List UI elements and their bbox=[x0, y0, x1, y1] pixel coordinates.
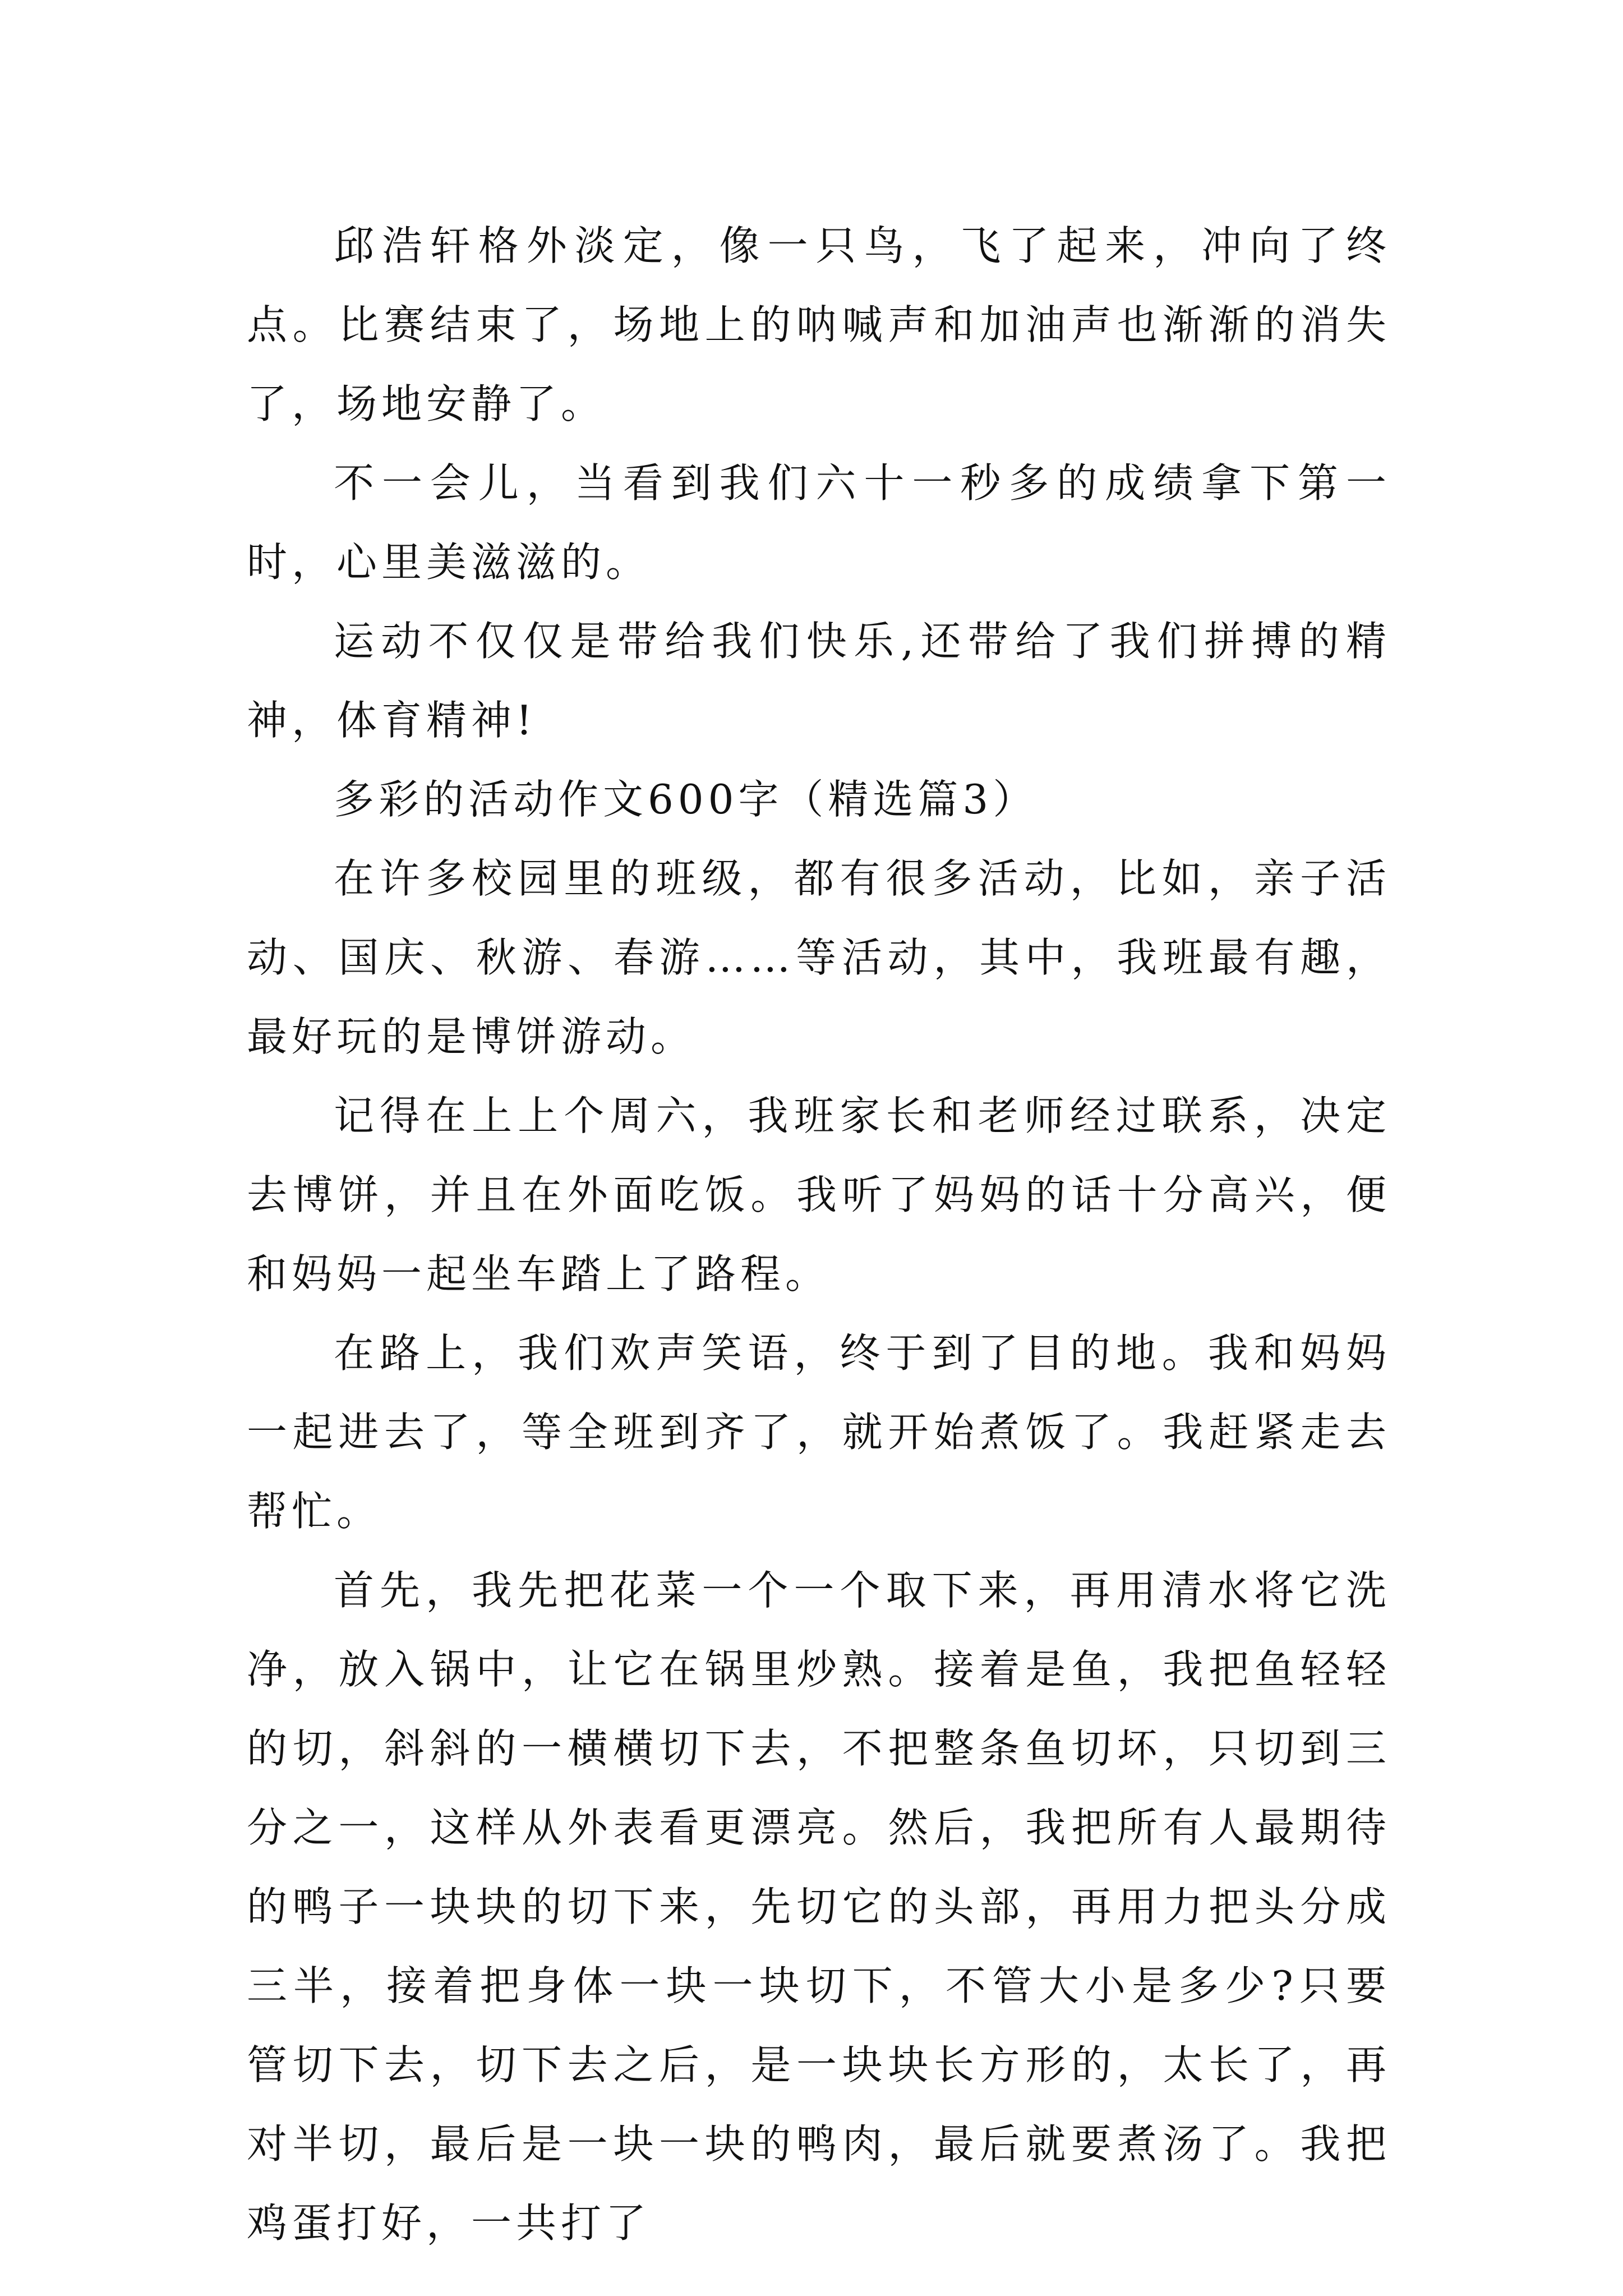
paragraph-7: 首先，我先把花菜一个一个取下来，再用清水将它洗净，放入锅中，让它在锅里炒熟。接着是鱼，我把鱼轻轻的切，斜斜的一横横切下去，不把整条鱼切坏，只切到三分之一，这样从外表看更漂亮。然后，我把所有人最期待的鸭子一块块的切下来，先切它的头部，再用力把头分成三半，接着把身体一块一块切下，不管大小是多少?只要管切下去，切下去之后，是一块块长方形的，太长了，再对半切，最后是一块一块的鸭肉，最后就要煮汤了。我把鸡蛋打好，一共打了 bbox=[247, 1567, 1391, 2247]
document-page bbox=[247, 206, 1391, 2263]
paragraph-4: 在许多校园里的班级，都有很多活动，比如，亲子活动、国庆、秋游、春游……等活动，其中，我班最有趣，最好玩的是博饼游动。 bbox=[247, 855, 1391, 1060]
paragraph-1: 邱浩轩格外淡定，像一只鸟，飞了起来，冲向了终点。比赛结束了，场地上的呐喊声和加油声也渐渐的消失了，场地安静了。 bbox=[247, 222, 1391, 427]
paragraph-5: 记得在上上个周六，我班家长和老师经过联系，决定去博饼，并且在外面吃饭。我听了妈妈的话十分高兴，便和妈妈一起坐车踏上了路程。 bbox=[247, 1092, 1391, 1297]
section-heading: 多彩的活动作文600字（精选篇3） bbox=[334, 776, 1038, 823]
paragraph-2: 不一会儿，当看到我们六十一秒多的成绩拿下第一时，心里美滋滋的。 bbox=[247, 459, 1391, 586]
paragraph-3: 运动不仅仅是带给我们快乐,还带给了我们拼搏的精神，体育精神! bbox=[247, 618, 1391, 744]
paragraph-6: 在路上，我们欢声笑语，终于到了目的地。我和妈妈一起进去了，等全班到齐了，就开始煮饭了。我赶紧走去帮忙。 bbox=[247, 1329, 1391, 1535]
